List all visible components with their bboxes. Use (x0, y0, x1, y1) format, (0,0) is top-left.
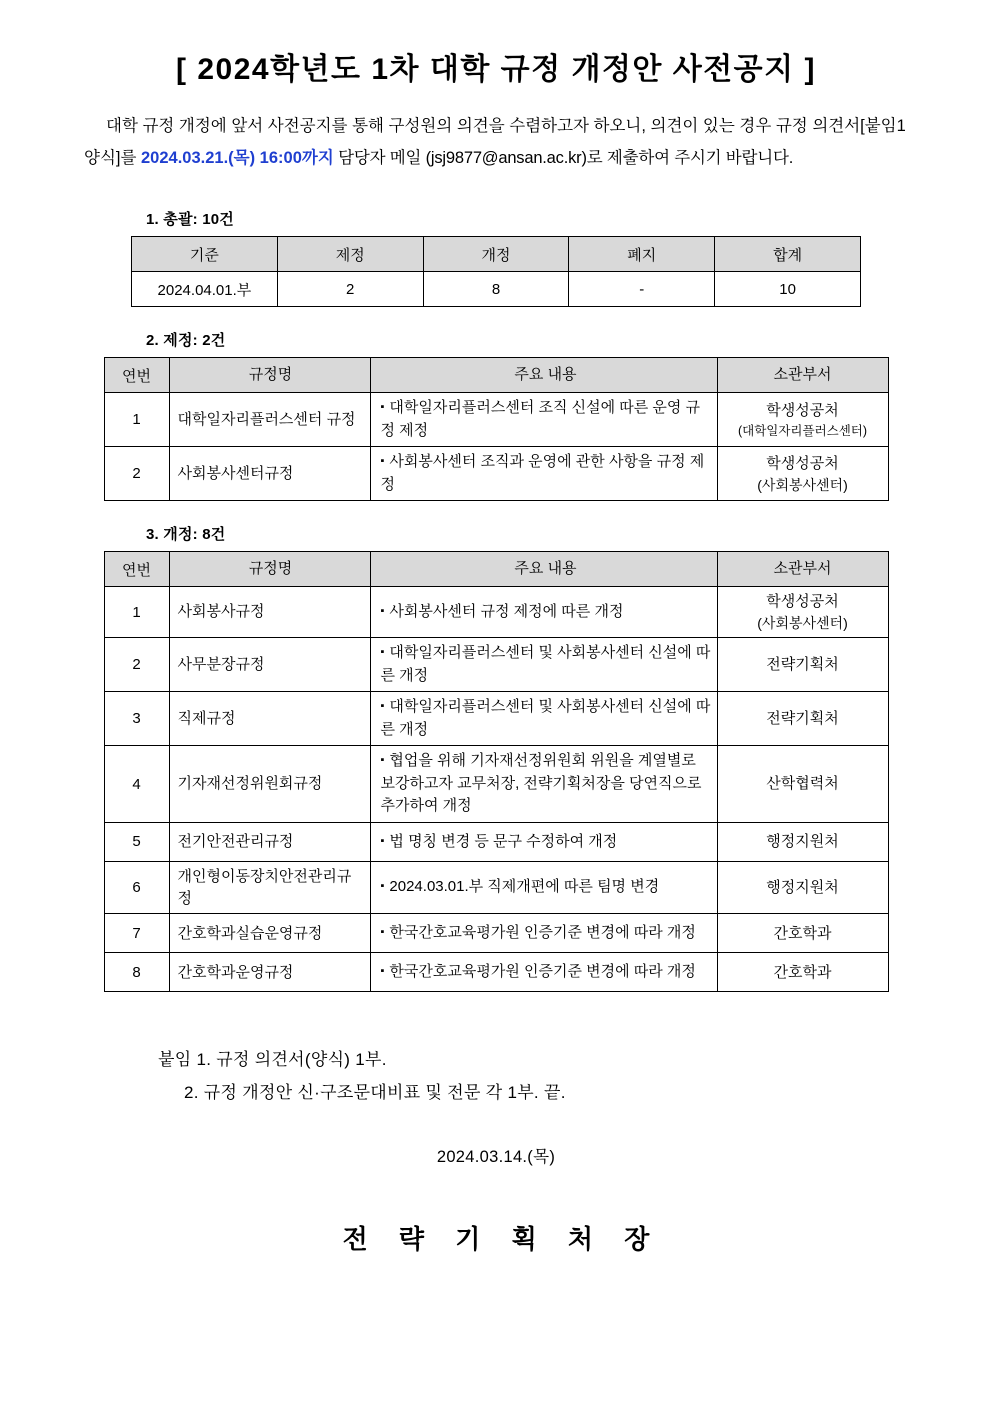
summary-cell-total: 10 (715, 272, 861, 307)
amendment-table (104, 551, 889, 992)
intro-text-part2: 담당자 메일 (jsj9877@ansan.ac.kr)로 제출하여 주시기 바랍니다. (333, 149, 794, 168)
amend-cell-no: 7 (104, 914, 169, 953)
table-row (104, 914, 888, 953)
table-row (132, 272, 861, 307)
signature-line: 전 략 기 획 처 장 (342, 1223, 662, 1254)
amend-cell-name: 간호학과운영규정 (169, 953, 370, 992)
enact-dept-main: 학생성공처 (766, 454, 839, 472)
summary-header-amended: 개정 (423, 237, 569, 272)
summary-cell-abolished: - (569, 272, 715, 307)
enact-cell-dept (717, 447, 888, 501)
attachments-block (158, 1044, 934, 1109)
table-row (104, 861, 888, 914)
table-row (104, 953, 888, 992)
page-title: [ 2024학년도 1차 대학 규정 개정안 사전공지 ] (176, 53, 816, 86)
intro-paragraph (84, 110, 908, 174)
table-row (104, 746, 888, 823)
amend-cell-name: 간호학과실습운영규정 (169, 914, 370, 953)
amend-cell-name: 사무분장규정 (169, 638, 370, 692)
amend-cell-no: 8 (104, 953, 169, 992)
amend-dept-main: 학생성공처 (766, 593, 839, 611)
table-header-row (104, 552, 888, 587)
amend-cell-dept: 행정지원처 (717, 861, 888, 914)
table-header-row (104, 358, 888, 393)
intro-deadline: 2024.03.21.(목) 16:00까지 (141, 149, 334, 168)
amend-cell-dept: 행정지원처 (717, 822, 888, 861)
enact-header-content: 주요 내용 (370, 358, 717, 393)
enact-cell-no: 2 (104, 447, 169, 501)
amend-cell-content: ▪ 대학일자리플러스센터 및 사회봉사센터 신설에 따른 개정 (370, 692, 717, 746)
table-row (104, 393, 888, 447)
summary-header-enacted: 제정 (277, 237, 423, 272)
summary-header-basis: 기준 (132, 237, 278, 272)
document-date: 2024.03.14.(목) (436, 1147, 556, 1166)
amend-cell-no: 4 (104, 746, 169, 823)
enact-header-name: 규정명 (169, 358, 370, 393)
table-row (104, 587, 888, 638)
enact-dept-sub: (대학일자리플러스센터) (737, 423, 868, 438)
enact-cell-name: 사회봉사센터규정 (169, 447, 370, 501)
amend-cell-content: ▪ 한국간호교육평가원 인증기준 변경에 따라 개정 (370, 914, 717, 953)
amend-cell-dept: 전략기획처 (717, 692, 888, 746)
enact-header-no: 연번 (104, 358, 169, 393)
summary-header-abolished: 폐지 (569, 237, 715, 272)
summary-table (131, 236, 861, 307)
section-label-enact: 2. 제정: 2건 (146, 332, 226, 350)
amend-cell-dept (717, 587, 888, 638)
amend-cell-name: 직제규정 (169, 692, 370, 746)
enactment-table (104, 357, 889, 501)
amend-cell-content: ▪ 한국간호교육평가원 인증기준 변경에 따라 개정 (370, 953, 717, 992)
amend-cell-no: 6 (104, 861, 169, 914)
amend-cell-no: 2 (104, 638, 169, 692)
summary-cell-amended: 8 (423, 272, 569, 307)
amend-cell-dept: 간호학과 (717, 914, 888, 953)
amend-cell-name: 사회봉사규정 (169, 587, 370, 638)
summary-header-total: 합계 (715, 237, 861, 272)
section-label-amend: 3. 개정: 8건 (146, 526, 226, 544)
enact-dept-main: 학생성공처 (766, 401, 839, 419)
amend-cell-content: ▪ 법 명칭 변경 등 문구 수정하여 개정 (370, 822, 717, 861)
enact-cell-dept (717, 393, 888, 447)
table-header-row (132, 237, 861, 272)
amend-cell-dept: 전략기획처 (717, 638, 888, 692)
enact-cell-name: 대학일자리플러스센터 규정 (169, 393, 370, 447)
attachment-line-2: 2. 규정 개정안 신·구조문대비표 및 전문 각 1부. 끝. (184, 1082, 566, 1102)
attachment-line-1: 붙임 1. 규정 의견서(양식) 1부. (158, 1050, 387, 1070)
amend-header-name: 규정명 (169, 552, 370, 587)
amend-cell-dept: 산학협력처 (717, 746, 888, 823)
amend-cell-no: 1 (104, 587, 169, 638)
enact-cell-content: ▪ 사회봉사센터 조직과 운영에 관한 사항을 규정 제정 (370, 447, 717, 501)
amend-cell-content: ▪ 대학일자리플러스센터 및 사회봉사센터 신설에 따른 개정 (370, 638, 717, 692)
summary-cell-enacted: 2 (277, 272, 423, 307)
amend-cell-name: 전기안전관리규정 (169, 822, 370, 861)
table-row (104, 692, 888, 746)
enact-cell-content: ▪ 대학일자리플러스센터 조직 신설에 따른 운영 규정 제정 (370, 393, 717, 447)
intro-text-part1: 대학 규정 개정에 앞서 사전공지를 통해 구성원의 의견을 수렴하고자 하오니, 의견이 있는 경우 규정 의견서[붙임1 양식]를 (84, 117, 906, 168)
amend-header-no: 연번 (104, 552, 169, 587)
amend-cell-name: 개인형이동장치안전관리규정 (169, 861, 370, 914)
enact-dept-sub: (사회봉사센터) (757, 476, 848, 493)
amend-cell-name: 기자재선정위원회규정 (169, 746, 370, 823)
amend-dept-sub: (사회봉사센터) (757, 615, 848, 632)
amend-cell-dept: 간호학과 (717, 953, 888, 992)
enact-cell-no: 1 (104, 393, 169, 447)
table-row (104, 638, 888, 692)
summary-cell-basis: 2024.04.01.부 (132, 272, 278, 307)
amend-header-dept: 소관부서 (717, 552, 888, 587)
section-label-summary: 1. 총괄: 10건 (146, 211, 234, 229)
amend-cell-no: 5 (104, 822, 169, 861)
amend-cell-content: ▪ 협업을 위해 기자재선정위원회 위원을 계열별로 보강하고자 교무처장, 전략기획처장을 당연직으로 추가하여 개정 (370, 746, 717, 823)
table-row (104, 447, 888, 501)
table-row (104, 822, 888, 861)
enact-header-dept: 소관부서 (717, 358, 888, 393)
amend-cell-no: 3 (104, 692, 169, 746)
amend-cell-content: ▪ 사회봉사센터 규정 제정에 따른 개정 (370, 587, 717, 638)
amend-header-content: 주요 내용 (370, 552, 717, 587)
amend-cell-content: ▪ 2024.03.01.부 직제개편에 따른 팀명 변경 (370, 861, 717, 914)
